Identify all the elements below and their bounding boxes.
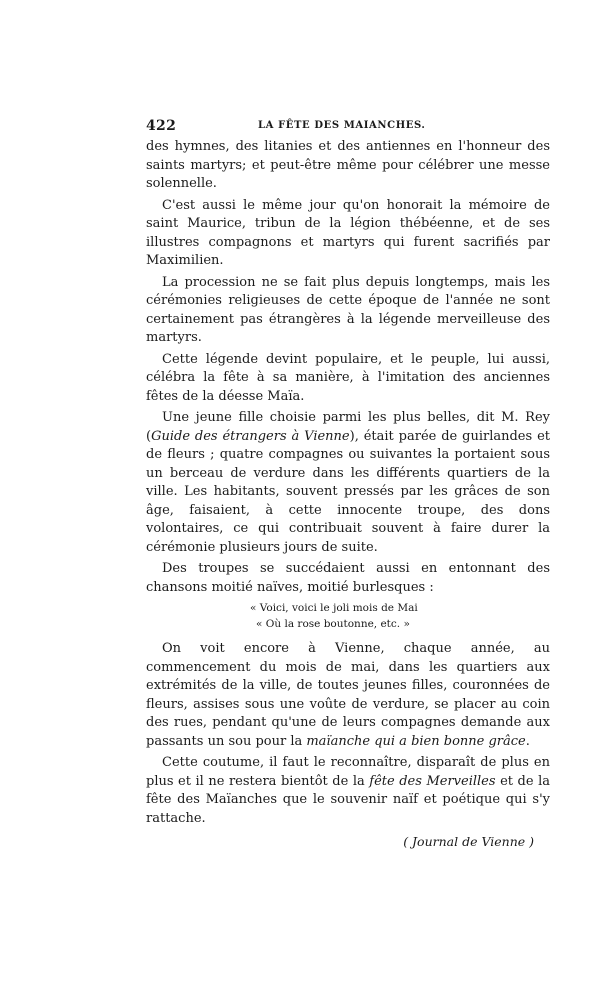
paragraph-3: La procession ne se fait plus depuis longtemps, mais les cérémonies religieuses de cette époque de l'année ne sont certainement pas étrangères à la légende merveilleuse des martyrs. [146, 274, 550, 345]
song-verse [250, 600, 550, 632]
running-head: LA FÊTE DES MAIANCHES. [258, 120, 426, 131]
paragraph-8-text-b: et de la fête des Maïanches que le souvenir naïf et poétique qui s'y rattache. [146, 773, 550, 826]
paragraph-5-citation: Guide des étrangers à Vienne [151, 428, 350, 444]
paragraph-5 [146, 409, 550, 557]
paragraph-6: Des troupes se succédaient aussi en entonnant des chansons moitié naïves, moitié burlesques : [146, 561, 550, 595]
paragraph-4: Cette légende devint populaire, et le peuple, lui aussi, célébra la fête à sa manière, à l'imitation des anciennes fêtes de la déesse Maïa. [146, 351, 550, 404]
page-header [146, 118, 550, 134]
paragraph-5-text-b: ), était parée de guirlandes et de fleurs ; quatre compagnes ou suivantes la portaient sous un berceau de verdure dans les différents quartiers de la ville. Les habitants, souvent pressés par les grâces de son âge, faisaient, à cette innocente troupe, des dons volontaires, ce qui contribuait souvent à faire durer la cérémonie plusieurs jours de suite. [146, 428, 550, 555]
paragraph-8-italic: fête des Merveilles [369, 773, 496, 789]
paragraph-2: C'est aussi le même jour qu'on honorait la mémoire de saint Maurice, tribun de la légion thébéenne, et de ses illustres compagnons et martyrs qui furent sacrifiés par Maximilien. [146, 197, 550, 268]
source-signature: ( Journal de Vienne ) [403, 834, 534, 849]
paragraph-8 [146, 754, 550, 828]
paragraph-8-text-a: Cette coutume, il faut le reconnaître, disparaît de plus en plus et il ne restera bientôt de la [146, 755, 550, 789]
paragraph-7 [146, 640, 550, 751]
paragraph-7-text-b: . [525, 733, 530, 749]
page-number: 422 [146, 118, 177, 134]
verse-line-1: « Voici, voici le joli mois de Mai [250, 602, 418, 614]
paragraph-7-italic: maïanche qui a bien bonne grâce [306, 733, 526, 749]
verse-line-2: « Où la rose boutonne, etc. » [256, 618, 410, 630]
paragraph-5-text-a: Une jeune fille choisie parmi les plus belles, dit M. Rey ( [146, 410, 550, 444]
paragraph-1: des hymnes, des litanies et des antiennes en l'honneur des saints martyrs; et peut-être même pour célébrer une messe solennelle. [146, 139, 550, 191]
paragraph-7-text-a: On voit encore à Vienne, chaque année, au commencement du mois de mai, dans les quartiers aux extrémités de la ville, de toutes jeunes filles, couronnées de fleurs, assises sous une voûte de verdure, se placer au coin des rues, pendant qu'une de leurs compagnes demande aux passants un sou pour la [146, 641, 550, 749]
book-page [146, 118, 550, 849]
